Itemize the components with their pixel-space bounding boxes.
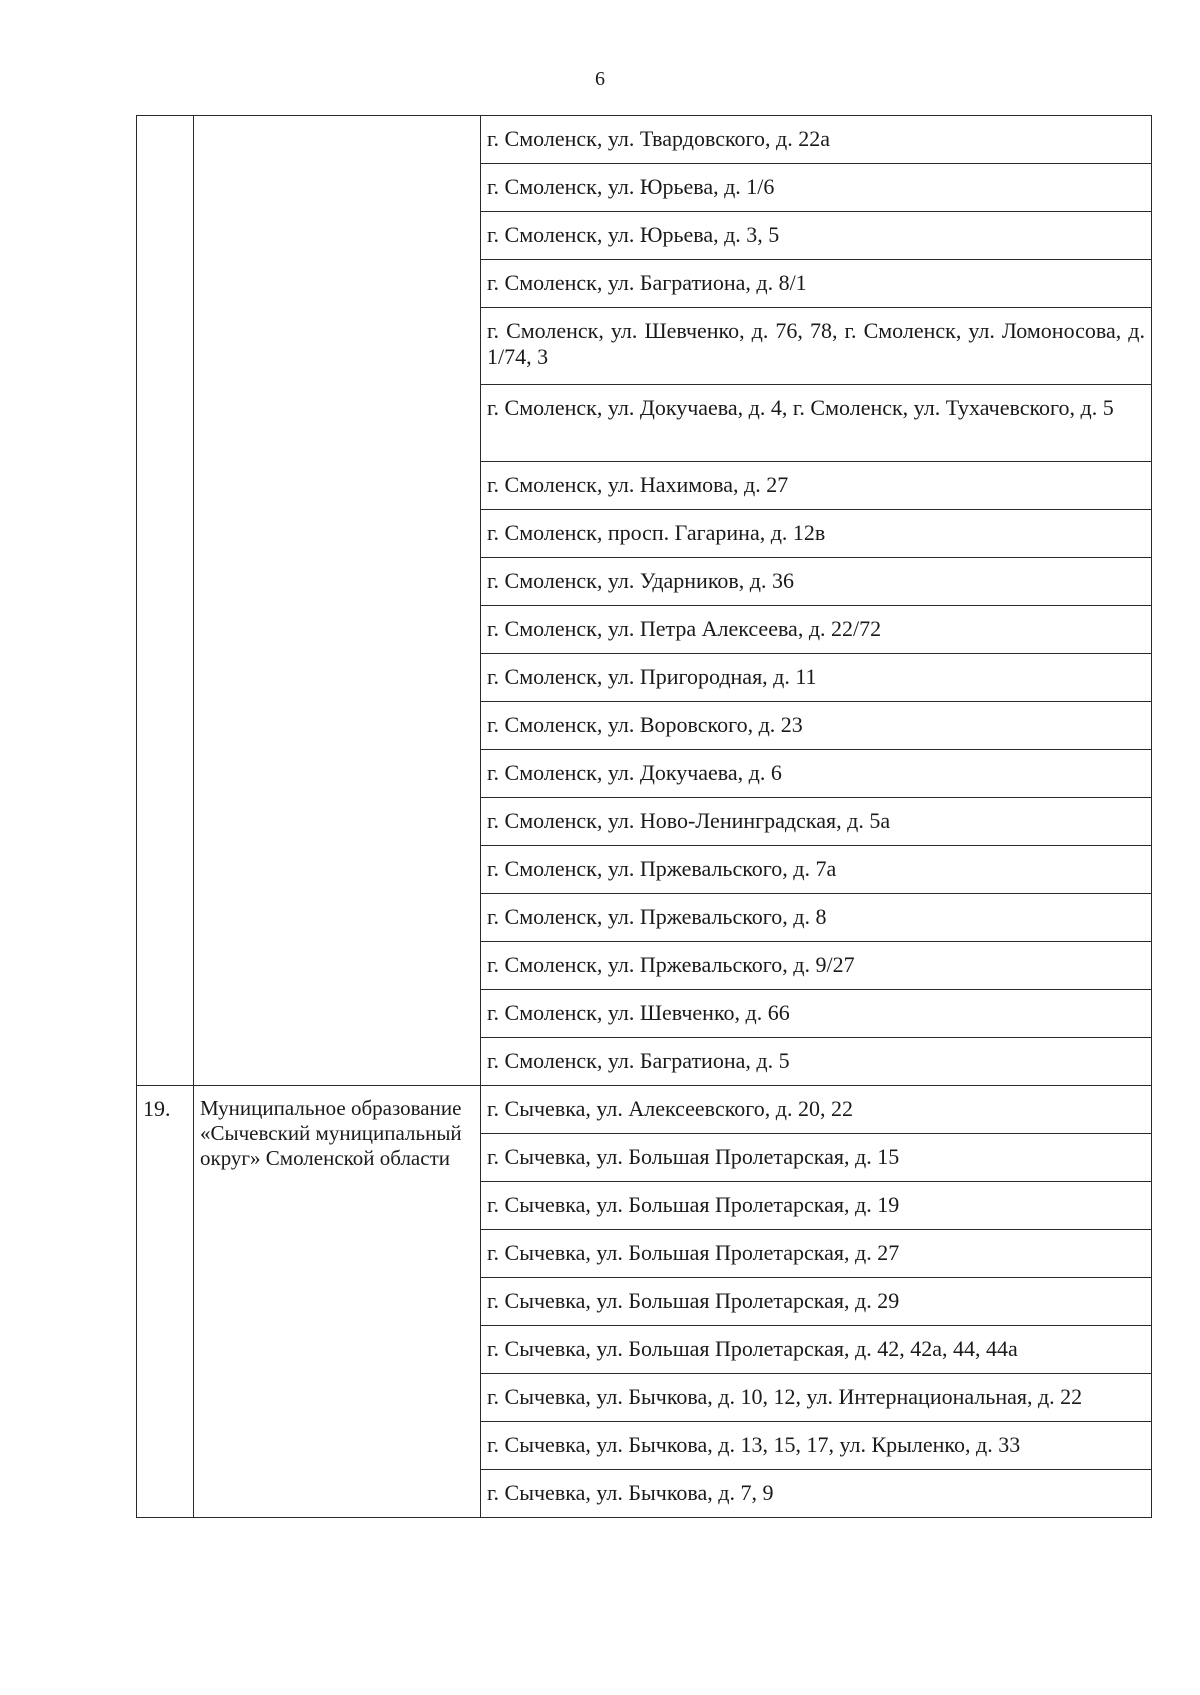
row-number: 19. [143,1096,171,1121]
address-cell: г. Сычевка, ул. Бычкова, д. 7, 9 [481,1470,1152,1518]
address-cell: г. Смоленск, ул. Пржевальского, д. 7а [481,846,1152,894]
address-cell: г. Смоленск, ул. Докучаева, д. 6 [481,750,1152,798]
municipality-name: Муниципальное образование «Сычевский муниципальный округ» Смоленской области [200,1096,462,1170]
address-cell: г. Смоленск, ул. Нахимова, д. 27 [481,462,1152,510]
address-cell: г. Сычевка, ул. Бычкова, д. 13, 15, 17, ул. Крыленко, д. 33 [481,1422,1152,1470]
address-cell: г. Сычевка, ул. Большая Пролетарская, д. 42, 42а, 44, 44а [481,1326,1152,1374]
municipality-cell [194,1086,481,1518]
address-cell: г. Смоленск, ул. Докучаева, д. 4, г. Смоленск, ул. Тухачевского, д. 5 [481,385,1152,462]
address-cell: г. Смоленск, ул. Петра Алексеева, д. 22/72 [481,606,1152,654]
address-cell: г. Смоленск, ул. Юрьева, д. 1/6 [481,164,1152,212]
address-cell: г. Сычевка, ул. Большая Пролетарская, д. 19 [481,1182,1152,1230]
row-number-cell [137,1086,194,1518]
address-cell: г. Смоленск, ул. Воровского, д. 23 [481,702,1152,750]
address-cell: г. Смоленск, ул. Пржевальского, д. 8 [481,894,1152,942]
address-cell: г. Сычевка, ул. Большая Пролетарская, д. 27 [481,1230,1152,1278]
address-cell: г. Смоленск, ул. Багратиона, д. 8/1 [481,260,1152,308]
row-number-cell [137,116,194,1086]
address-cell: г. Сычевка, ул. Алексеевского, д. 20, 22 [481,1086,1152,1134]
address-table [136,115,1152,1518]
address-cell: г. Смоленск, ул. Ново-Ленинградская, д. 5а [481,798,1152,846]
table-row [137,116,1152,164]
page-number: 6 [595,68,605,90]
table-row [137,1086,1152,1134]
address-cell: г. Смоленск, ул. Пржевальского, д. 9/27 [481,942,1152,990]
address-cell: г. Смоленск, ул. Шевченко, д. 76, 78, г. Смоленск, ул. Ломоносова, д. 1/74, 3 [481,308,1152,385]
address-cell: г. Смоленск, ул. Ударников, д. 36 [481,558,1152,606]
address-cell: г. Сычевка, ул. Большая Пролетарская, д. 29 [481,1278,1152,1326]
address-cell: г. Смоленск, ул. Багратиона, д. 5 [481,1038,1152,1086]
address-cell: г. Сычевка, ул. Бычкова, д. 10, 12, ул. Интернациональная, д. 22 [481,1374,1152,1422]
address-cell: г. Смоленск, ул. Пригородная, д. 11 [481,654,1152,702]
address-cell: г. Смоленск, ул. Юрьева, д. 3, 5 [481,212,1152,260]
address-cell: г. Сычевка, ул. Большая Пролетарская, д. 15 [481,1134,1152,1182]
address-cell: г. Смоленск, ул. Твардовского, д. 22а [481,116,1152,164]
municipality-cell [194,116,481,1086]
address-cell: г. Смоленск, ул. Шевченко, д. 66 [481,990,1152,1038]
address-cell: г. Смоленск, просп. Гагарина, д. 12в [481,510,1152,558]
